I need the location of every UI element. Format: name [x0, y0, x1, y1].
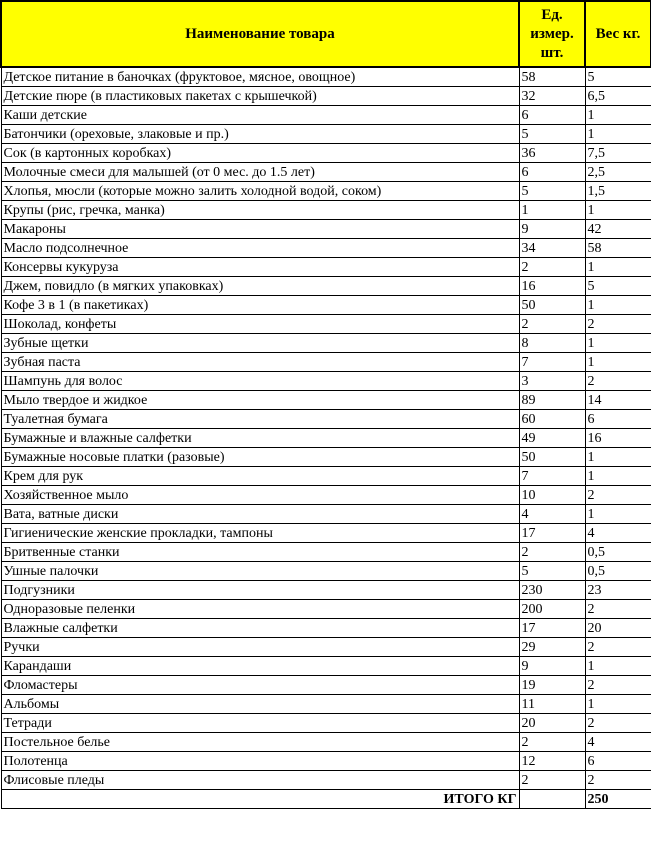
cell-name: Батончики (ореховые, злаковые и пр.)	[1, 125, 519, 144]
header-unit-line2: измер.	[530, 25, 574, 42]
table-row	[1, 106, 651, 125]
table-row	[1, 733, 651, 752]
cell-weight: 1	[585, 106, 651, 125]
cell-name: Хлопья, мюсли (которые можно залить холодной водой, соком)	[1, 182, 519, 201]
cell-weight: 0,5	[585, 562, 651, 581]
table-row	[1, 752, 651, 771]
cell-name: Гигиенические женские прокладки, тампоны	[1, 524, 519, 543]
cell-qty: 9	[519, 220, 585, 239]
cell-name: Зубные щетки	[1, 334, 519, 353]
cell-qty: 49	[519, 429, 585, 448]
cell-qty: 32	[519, 87, 585, 106]
table-row	[1, 353, 651, 372]
cell-qty: 5	[519, 562, 585, 581]
cell-weight: 5	[585, 67, 651, 87]
cell-weight: 6	[585, 410, 651, 429]
cell-name: Тетради	[1, 714, 519, 733]
cell-name: Альбомы	[1, 695, 519, 714]
table-row	[1, 182, 651, 201]
cell-weight: 42	[585, 220, 651, 239]
cell-qty: 3	[519, 372, 585, 391]
cell-qty: 29	[519, 638, 585, 657]
table-row	[1, 771, 651, 790]
table-row	[1, 163, 651, 182]
cell-weight: 7,5	[585, 144, 651, 163]
table-row	[1, 334, 651, 353]
cell-qty: 6	[519, 163, 585, 182]
cell-name: Карандаши	[1, 657, 519, 676]
table-row	[1, 562, 651, 581]
cell-weight: 2	[585, 372, 651, 391]
cell-name: Одноразовые пеленки	[1, 600, 519, 619]
cell-name: Молочные смеси для малышей (от 0 мес. до 1.5 лет)	[1, 163, 519, 182]
cell-qty: 17	[519, 524, 585, 543]
cell-name: Флисовые пледы	[1, 771, 519, 790]
table-row	[1, 372, 651, 391]
cell-qty: 230	[519, 581, 585, 600]
cell-qty: 2	[519, 543, 585, 562]
cell-qty: 5	[519, 182, 585, 201]
cell-qty: 60	[519, 410, 585, 429]
cell-name: Крем для рук	[1, 467, 519, 486]
table-row	[1, 676, 651, 695]
cell-name: Детское питание в баночках (фруктовое, мясное, овощное)	[1, 67, 519, 87]
cell-qty: 16	[519, 277, 585, 296]
table-row	[1, 657, 651, 676]
header-name: Наименование товара	[1, 1, 519, 67]
cell-weight: 23	[585, 581, 651, 600]
cell-qty: 4	[519, 505, 585, 524]
table-body	[1, 67, 651, 790]
cell-name: Консервы кукуруза	[1, 258, 519, 277]
table-row	[1, 600, 651, 619]
cell-weight: 1	[585, 448, 651, 467]
header-unit	[519, 1, 585, 67]
cell-name: Детские пюре (в пластиковых пакетах с крышечкой)	[1, 87, 519, 106]
table-row	[1, 315, 651, 334]
cell-weight: 1	[585, 467, 651, 486]
table-row	[1, 201, 651, 220]
cell-qty: 12	[519, 752, 585, 771]
cell-name: Подгузники	[1, 581, 519, 600]
cell-qty: 58	[519, 67, 585, 87]
cell-weight: 2	[585, 771, 651, 790]
cell-weight: 1	[585, 334, 651, 353]
cell-weight: 2	[585, 714, 651, 733]
table-row	[1, 695, 651, 714]
table-row	[1, 486, 651, 505]
cell-weight: 0,5	[585, 543, 651, 562]
cell-qty: 10	[519, 486, 585, 505]
cell-qty: 5	[519, 125, 585, 144]
cell-name: Фломастеры	[1, 676, 519, 695]
cell-qty: 36	[519, 144, 585, 163]
table-row	[1, 239, 651, 258]
cell-qty: 9	[519, 657, 585, 676]
table-row	[1, 258, 651, 277]
cell-name: Шампунь для волос	[1, 372, 519, 391]
cell-weight: 1	[585, 695, 651, 714]
cell-weight: 2,5	[585, 163, 651, 182]
cell-weight: 1	[585, 296, 651, 315]
cell-qty: 1	[519, 201, 585, 220]
cell-weight: 6	[585, 752, 651, 771]
total-weight: 250	[585, 790, 651, 809]
cell-weight: 1	[585, 201, 651, 220]
cell-qty: 2	[519, 315, 585, 334]
table-row	[1, 714, 651, 733]
cell-weight: 5	[585, 277, 651, 296]
header-unit-line3: шт.	[540, 44, 564, 61]
cell-weight: 2	[585, 638, 651, 657]
cell-qty: 19	[519, 676, 585, 695]
cell-weight: 4	[585, 733, 651, 752]
cell-name: Ушные палочки	[1, 562, 519, 581]
cell-name: Полотенца	[1, 752, 519, 771]
cell-name: Бумажные носовые платки (разовые)	[1, 448, 519, 467]
cell-name: Мыло твердое и жидкое	[1, 391, 519, 410]
header-unit-line1: Ед.	[541, 6, 563, 23]
cell-qty: 11	[519, 695, 585, 714]
cell-name: Туалетная бумага	[1, 410, 519, 429]
cell-name: Постельное белье	[1, 733, 519, 752]
table-row	[1, 543, 651, 562]
table-row	[1, 296, 651, 315]
cell-name: Сок (в картонных коробках)	[1, 144, 519, 163]
cell-qty: 34	[519, 239, 585, 258]
table-row	[1, 429, 651, 448]
cell-weight: 1	[585, 125, 651, 144]
table-row	[1, 448, 651, 467]
cell-name: Каши детские	[1, 106, 519, 125]
cell-weight: 14	[585, 391, 651, 410]
cell-weight: 58	[585, 239, 651, 258]
cell-name: Бритвенные станки	[1, 543, 519, 562]
cell-weight: 16	[585, 429, 651, 448]
total-row	[1, 790, 651, 809]
table-row	[1, 619, 651, 638]
table-row	[1, 467, 651, 486]
cell-qty: 7	[519, 353, 585, 372]
cell-name: Масло подсолнечное	[1, 239, 519, 258]
table-row	[1, 125, 651, 144]
table-row	[1, 410, 651, 429]
cell-name: Вата, ватные диски	[1, 505, 519, 524]
cell-name: Зубная паста	[1, 353, 519, 372]
cell-weight: 2	[585, 315, 651, 334]
table-row	[1, 87, 651, 106]
cell-name: Влажные салфетки	[1, 619, 519, 638]
cell-qty: 2	[519, 258, 585, 277]
table-row	[1, 391, 651, 410]
cell-name: Хозяйственное мыло	[1, 486, 519, 505]
cell-weight: 4	[585, 524, 651, 543]
cell-weight: 1,5	[585, 182, 651, 201]
table-row	[1, 144, 651, 163]
cell-name: Ручки	[1, 638, 519, 657]
total-label: ИТОГО КГ	[1, 790, 519, 809]
table-row	[1, 220, 651, 239]
table-row	[1, 638, 651, 657]
cell-qty: 2	[519, 771, 585, 790]
cell-qty: 50	[519, 296, 585, 315]
header-row	[1, 1, 651, 67]
cell-name: Шоколад, конфеты	[1, 315, 519, 334]
cell-qty: 200	[519, 600, 585, 619]
cell-weight: 1	[585, 353, 651, 372]
cell-qty: 17	[519, 619, 585, 638]
cell-qty: 7	[519, 467, 585, 486]
cell-name: Крупы (рис, гречка, манка)	[1, 201, 519, 220]
cell-qty: 50	[519, 448, 585, 467]
cell-weight: 1	[585, 657, 651, 676]
cell-qty: 8	[519, 334, 585, 353]
cell-weight: 1	[585, 258, 651, 277]
cell-qty: 89	[519, 391, 585, 410]
cell-weight: 6,5	[585, 87, 651, 106]
header-weight: Вес кг.	[585, 1, 651, 67]
cell-weight: 1	[585, 505, 651, 524]
table-row	[1, 505, 651, 524]
cell-weight: 2	[585, 486, 651, 505]
cell-name: Кофе 3 в 1 (в пакетиках)	[1, 296, 519, 315]
cell-name: Джем, повидло (в мягких упаковках)	[1, 277, 519, 296]
cell-qty: 6	[519, 106, 585, 125]
cell-qty: 2	[519, 733, 585, 752]
cell-weight: 20	[585, 619, 651, 638]
cell-name: Бумажные и влажные салфетки	[1, 429, 519, 448]
total-qty-empty	[519, 790, 585, 809]
cell-weight: 2	[585, 600, 651, 619]
table-row	[1, 524, 651, 543]
table-row	[1, 277, 651, 296]
cell-name: Макароны	[1, 220, 519, 239]
cell-qty: 20	[519, 714, 585, 733]
cell-weight: 2	[585, 676, 651, 695]
table-row	[1, 67, 651, 87]
table-row	[1, 581, 651, 600]
